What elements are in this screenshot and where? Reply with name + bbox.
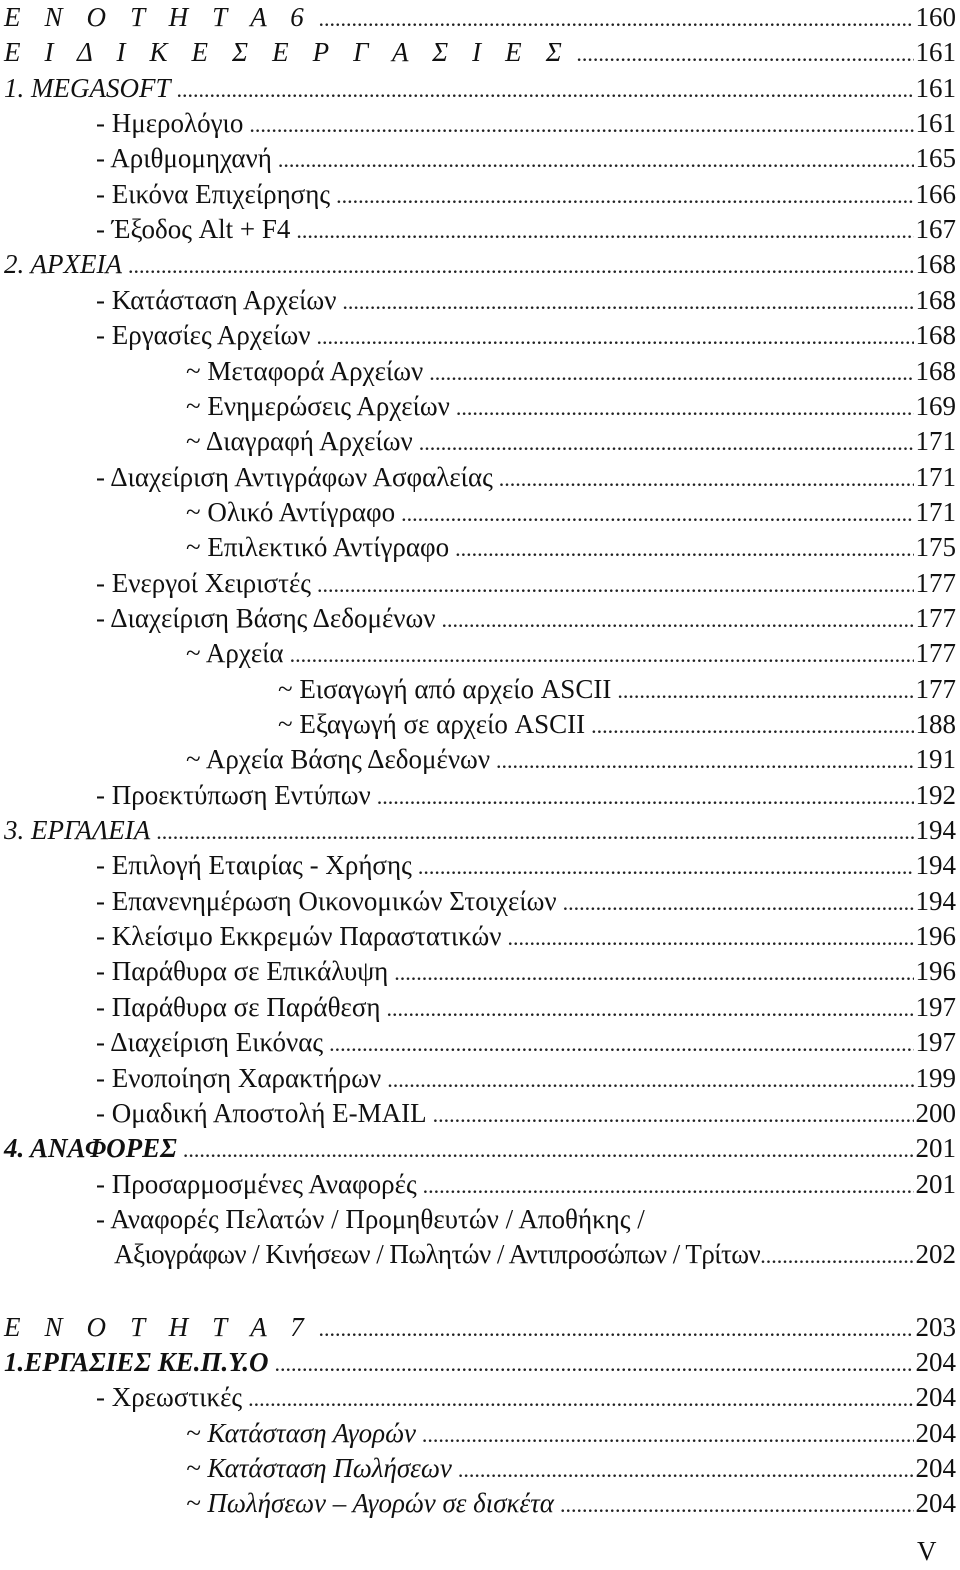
toc-entry (0, 460, 956, 495)
dot-leader (455, 531, 913, 566)
toc-entry-page: 168 (915, 320, 956, 350)
page-number: V (917, 1536, 937, 1566)
toc-entry-page: 204 (915, 1418, 956, 1448)
toc-entry (0, 1237, 956, 1272)
toc-entry (0, 35, 956, 70)
toc-entry (0, 707, 956, 742)
toc-entry (0, 990, 956, 1025)
toc-entry-page: 177 (915, 638, 956, 668)
dot-leader (316, 319, 913, 354)
toc-entry-page: 199 (915, 1063, 956, 1093)
toc-entry-page: 202 (915, 1239, 956, 1269)
toc-entry-title: 1. MEGASOFT (4, 73, 171, 103)
toc-entry-page: 169 (915, 391, 956, 421)
toc-entry-page: 194 (915, 886, 956, 916)
toc-entry (0, 1061, 956, 1096)
toc-entry (0, 1416, 956, 1451)
dot-leader (318, 1, 913, 36)
toc-entry-title: - Παράθυρα σε Παράθεση (96, 992, 381, 1022)
toc-entry-page: 196 (915, 956, 956, 986)
toc-entry-title: - Διαχείριση Βάσης Δεδομένων (96, 603, 436, 633)
toc-entry-page: 167 (915, 214, 956, 244)
toc-entry (0, 566, 956, 601)
dot-leader (458, 1452, 914, 1487)
toc-entry-title: ~ Πωλήσεων – Αγορών σε δισκέτα (186, 1488, 554, 1518)
dot-leader (441, 602, 913, 637)
toc-entry-title: 3. ΕΡΓΑΛΕΙΑ (4, 815, 151, 845)
toc-entry-page: 197 (915, 992, 956, 1022)
dot-leader (387, 991, 914, 1026)
toc-entry-title: ~ Διαγραφή Αρχείων (186, 426, 413, 456)
toc-entry (0, 1096, 956, 1131)
toc-entry-title: - Παράθυρα σε Επικάλυψη (96, 956, 389, 986)
toc-entry-page: 168 (915, 249, 956, 279)
toc-entry (0, 141, 956, 176)
toc-entry (0, 389, 956, 424)
toc-entry-title: - Διαχείριση Εικόνας (96, 1027, 324, 1057)
toc-entry-page: 204 (915, 1347, 956, 1377)
dot-leader (183, 1132, 914, 1167)
dot-leader (760, 1238, 913, 1273)
toc-entry-page: 161 (915, 108, 956, 138)
toc-entry-title: - Προσαρμοσμένες Αναφορές (96, 1169, 417, 1199)
toc-entry-title: - Ενοποίηση Χαρακτήρων (96, 1063, 382, 1093)
toc-entry (0, 354, 956, 389)
toc-entry (0, 212, 956, 247)
toc-entry (0, 283, 956, 318)
toc-entry-page: 188 (915, 709, 956, 739)
dot-leader (401, 496, 913, 531)
dot-leader (499, 461, 914, 496)
toc-entry-title: - Κατάσταση Αρχείων (96, 285, 337, 315)
toc-entry-page: 168 (915, 285, 956, 315)
toc-entry (0, 1025, 956, 1060)
toc-entry (0, 1345, 956, 1380)
toc-entry (0, 106, 956, 141)
toc-entry-title: - Ενεργοί Χειριστές (96, 568, 311, 598)
dot-leader (290, 637, 914, 672)
toc-entry-page: 201 (915, 1169, 956, 1199)
toc-entry (0, 742, 956, 777)
toc-entry-page: 204 (915, 1453, 956, 1483)
dot-leader (387, 1062, 913, 1097)
dot-leader (156, 814, 913, 849)
toc-entry (0, 848, 956, 883)
toc-entry-page: 204 (915, 1488, 956, 1518)
dot-leader (576, 36, 913, 71)
toc-entry-title: - Αναφορές Πελατών / Προμηθευτών / Αποθήκης / (96, 1204, 645, 1234)
toc-entry-title: - Έξοδος Alt + F4 (96, 214, 291, 244)
toc-entry (0, 1486, 956, 1521)
dot-leader (429, 355, 913, 390)
dot-leader (423, 1168, 914, 1203)
toc-entry (0, 0, 956, 35)
toc-entry-page: 171 (915, 497, 956, 527)
toc-entry-title: 1.ΕΡΓΑΣΙΕΣ ΚΕ.Π.Υ.Ο (4, 1347, 269, 1377)
toc-entry (0, 530, 956, 565)
toc-entry-page: 161 (915, 37, 956, 67)
dot-leader (342, 284, 913, 319)
toc-entry-title: 4. ΑΝΑΦΟΡΕΣ (4, 1133, 177, 1163)
dot-leader (128, 248, 914, 283)
toc-entry-page: 171 (915, 426, 956, 456)
toc-entry-page: 177 (915, 674, 956, 704)
toc-entry (0, 318, 956, 353)
toc-entry (0, 813, 956, 848)
toc-entry (0, 495, 956, 530)
toc-entry-page: 171 (915, 462, 956, 492)
toc-entry-page: 191 (915, 744, 956, 774)
toc-entry (0, 177, 956, 212)
toc-entry-title: ~ Αρχεία Βάσης Δεδομένων (186, 744, 491, 774)
dot-leader (296, 213, 913, 248)
dot-leader (419, 425, 914, 460)
toc-entry-page: 161 (915, 73, 956, 103)
toc-entry (0, 71, 956, 106)
dot-leader (433, 1097, 914, 1132)
toc-entry-title: - Εργασίες Αρχείων (96, 320, 311, 350)
dot-leader (456, 390, 914, 425)
toc-entry-page: 177 (915, 568, 956, 598)
toc-entry-title: - Διαχείριση Αντιγράφων Ασφαλείας (96, 462, 493, 492)
toc-entry (0, 1380, 956, 1415)
toc-entry-page: 175 (915, 532, 956, 562)
dot-leader (275, 1346, 914, 1381)
toc-entry (0, 954, 956, 989)
toc-entry (0, 1131, 956, 1166)
toc-entry (0, 672, 956, 707)
dot-leader (249, 107, 913, 142)
toc-entry-title: ~ Επιλεκτικό Αντίγραφο (186, 532, 450, 562)
toc-entry (0, 424, 956, 459)
toc-entry-title: ~ Εξαγωγή σε αρχείο ASCII (278, 709, 586, 739)
dot-leader (278, 142, 914, 177)
toc-entry-page: 200 (915, 1098, 956, 1128)
toc-entry-page: 197 (915, 1027, 956, 1057)
toc-entry-title: - Εικόνα Επιχείρησης (96, 179, 331, 209)
toc-entry-title: ~ Ενημερώσεις Αρχείων (186, 391, 450, 421)
dot-leader (507, 920, 913, 955)
toc-entry-title: - Επιλογή Εταιρίας - Χρήσης (96, 850, 412, 880)
toc-entry-title: Ε Ι Δ Ι Κ Ε Σ Ε Ρ Γ Α Σ Ι Ε Σ (4, 37, 571, 67)
toc-entry (0, 1310, 956, 1345)
toc-entry-page: 194 (915, 850, 956, 880)
toc-entry-page: 204 (915, 1382, 956, 1412)
dot-leader (591, 708, 913, 743)
toc-entry-title: Ε Ν Ο Τ Η Τ Α 6 (4, 2, 313, 32)
toc-entry (0, 1202, 956, 1237)
toc-entry-page: 165 (915, 143, 956, 173)
toc-entry-title: - Αριθμομηχανή (96, 143, 272, 173)
toc-entry-title: ~ Εισαγωγή από αρχείο ASCII (278, 674, 612, 704)
dot-leader (394, 955, 913, 990)
toc-entry-page: 196 (915, 921, 956, 951)
dot-leader (336, 178, 913, 213)
toc-entry-title: Αξιογράφων / Κινήσεων / Πωλητών / Αντιπροσώπων / Τρίτων (114, 1239, 761, 1269)
toc-entry-title: Ε Ν Ο Τ Η Τ Α 7 (4, 1312, 313, 1342)
dot-leader (422, 1417, 914, 1452)
toc-entry (0, 636, 956, 671)
dot-leader (377, 779, 914, 814)
toc-entry-page: 177 (915, 603, 956, 633)
toc-entry-page: 168 (915, 356, 956, 386)
toc-entry-page: 203 (915, 1312, 956, 1342)
dot-leader (617, 673, 913, 708)
toc-entry-page: 192 (915, 780, 956, 810)
toc-entry-page: 166 (915, 179, 956, 209)
toc-entry-title: - Κλείσιμο Εκκρεμών Παραστατικών (96, 921, 502, 951)
toc-entry-title: ~ Κατάσταση Αγορών (186, 1418, 416, 1448)
dot-leader (318, 1311, 913, 1346)
toc-entry (0, 601, 956, 636)
toc-entry-title: 2. ΑΡΧΕΙΑ (4, 249, 122, 279)
toc-entry (0, 1451, 956, 1486)
dot-leader (317, 567, 914, 602)
dot-leader (248, 1381, 913, 1416)
toc-entry-title: - Επανενημέρωση Οικονομικών Στοιχείων (96, 886, 557, 916)
toc-entry-page: 201 (915, 1133, 956, 1163)
toc-entry-title: ~ Μεταφορά Αρχείων (186, 356, 424, 386)
toc-entry-title: - Χρεωστικές (96, 1382, 243, 1412)
toc-entry (0, 919, 956, 954)
toc-entry (0, 884, 956, 919)
toc-entry (0, 778, 956, 813)
toc-entry (0, 1167, 956, 1202)
dot-leader (176, 72, 913, 107)
dot-leader (560, 1487, 914, 1522)
toc-entry-page: 160 (915, 2, 956, 32)
toc-entry-title: ~ Αρχεία (186, 638, 284, 668)
toc-entry-title: - Ομαδική Αποστολή E-MAIL (96, 1098, 427, 1128)
dot-leader (329, 1026, 913, 1061)
dot-leader (563, 885, 914, 920)
toc-entry-page: 194 (915, 815, 956, 845)
toc-entry-title: - Προεκτύπωση Εντύπων (96, 780, 371, 810)
toc-entry-title: - Ημερολόγιο (96, 108, 244, 138)
toc-entry-title: ~ Ολικό Αντίγραφο (186, 497, 396, 527)
toc-entry-title: ~ Κατάσταση Πωλήσεων (186, 1453, 452, 1483)
dot-leader (496, 743, 913, 778)
toc-entry (0, 247, 956, 282)
dot-leader (418, 849, 914, 884)
